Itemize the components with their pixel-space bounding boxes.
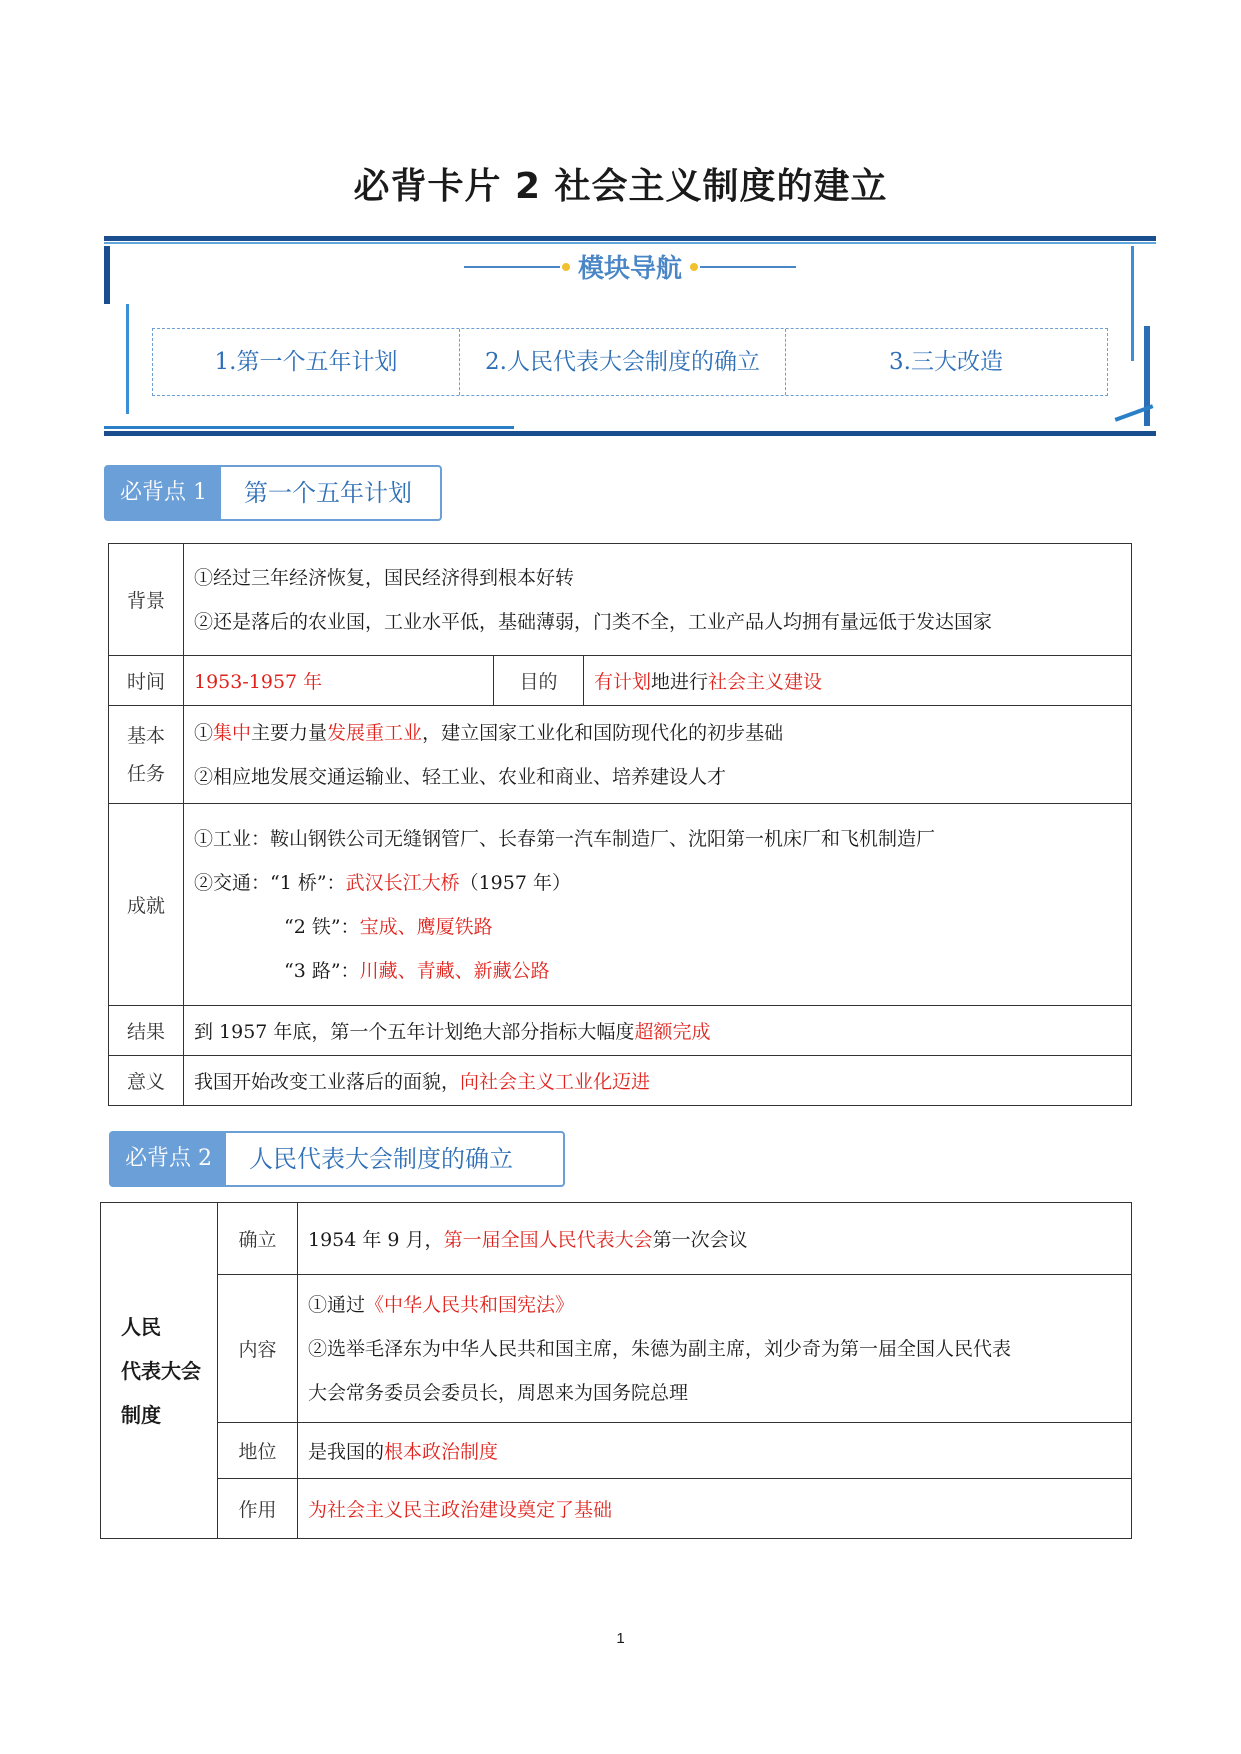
text-line: 大会常务委员会委员长，周恩来为国务院总理	[308, 1381, 689, 1404]
text: ①	[194, 721, 214, 744]
row-value: 为社会主义民主政治建设奠定了基础	[298, 1479, 1132, 1539]
row-key: 意义	[109, 1056, 184, 1106]
text: 到 1957 年底，第一个五年计划绝大部分指标大幅度	[194, 1021, 635, 1043]
nav-item-three-transformations[interactable]: 3.三大改造	[785, 329, 1106, 395]
row-key: 背景	[109, 544, 184, 656]
text-line: ①工业：鞍山钢铁公司无缝钢管厂、长春第一汽车制造厂、沈阳第一机床厂和飞机制造厂	[194, 827, 936, 850]
frame-border	[104, 242, 1156, 244]
table-row	[101, 1203, 1132, 1275]
nav-header: 模块导航	[577, 254, 682, 284]
text-line	[194, 905, 1121, 949]
table-row	[109, 544, 1132, 656]
section-tab-2	[109, 1131, 565, 1187]
text-line	[194, 711, 1121, 755]
highlight-text: 发展重工业	[327, 721, 423, 744]
text: 是我国的	[308, 1441, 385, 1463]
npc-system-table	[100, 1202, 1132, 1539]
text: 主要力量	[251, 721, 328, 744]
highlight-text: 川藏、青藏、新藏公路	[359, 959, 550, 982]
highlight-text: 宝成、鹰厦铁路	[359, 915, 493, 938]
text: 1954 年 9 月，	[308, 1229, 444, 1251]
table-row	[109, 804, 1132, 1006]
group-line: 制度	[121, 1402, 161, 1427]
nav-item-five-year-plan[interactable]: 1.第一个五年计划	[214, 349, 398, 375]
text-line	[308, 1283, 1121, 1327]
table-row	[101, 1423, 1132, 1479]
row-key: 结果	[109, 1006, 184, 1056]
section-tab-1	[104, 465, 442, 521]
group-cell	[101, 1203, 218, 1539]
key-line: 任务	[126, 762, 165, 785]
row-key	[109, 706, 184, 804]
row-key: 内容	[218, 1275, 298, 1423]
text: “2 铁”：	[284, 915, 360, 938]
highlight-text: 有计划	[594, 671, 652, 693]
row-value	[298, 1203, 1132, 1275]
five-year-plan-table	[108, 543, 1132, 1106]
frame-border	[104, 426, 514, 429]
text-line: ②选举毛泽东为中华人民共和国主席，朱德为副主席，刘少奇为第一届全国人民代表	[308, 1337, 1012, 1360]
table-row	[101, 1479, 1132, 1539]
row-key: 地位	[218, 1423, 298, 1479]
text: 第一次会议	[652, 1229, 748, 1251]
text: ②交通：“1 桥”：	[194, 871, 346, 894]
row-key: 作用	[218, 1479, 298, 1539]
table-row	[109, 656, 1132, 706]
highlight-text: 《中华人民共和国宪法》	[365, 1293, 575, 1316]
highlight-text: 根本政治制度	[384, 1441, 499, 1463]
text: 我国开始改变工业落后的面貌，	[194, 1071, 461, 1093]
highlight-text: 集中	[213, 721, 252, 744]
module-navigation	[104, 236, 1156, 436]
row-key: 目的	[494, 656, 584, 706]
row-key: 成就	[109, 804, 184, 1006]
text-line	[194, 861, 1121, 905]
row-value	[184, 1056, 1132, 1106]
text: ①通过	[308, 1293, 366, 1316]
text-line: ②相应地发展交通运输业、轻工业、农业和商业、培养建设人才	[194, 765, 727, 788]
row-value	[298, 1423, 1132, 1479]
table-row	[109, 1056, 1132, 1106]
text-line: ②还是落后的农业国，工业水平低，基础薄弱，门类不全，工业产品人均拥有量远低于发达国家	[194, 610, 993, 633]
group-line: 人民	[121, 1314, 161, 1339]
text: ，建立国家工业化和国防现代化的初步基础	[422, 721, 784, 744]
text: （1957 年）	[459, 871, 571, 894]
highlight-text: 超额完成	[634, 1021, 711, 1043]
section-label: 必背点 1	[106, 467, 221, 519]
frame-corner	[126, 304, 129, 414]
section-label: 必背点 2	[111, 1133, 226, 1185]
row-value	[184, 1006, 1132, 1056]
section-title: 人民代表大会制度的确立	[249, 1145, 513, 1173]
row-value	[298, 1275, 1132, 1423]
highlight-text: 第一届全国人民代表大会	[443, 1229, 653, 1251]
highlight-text: 社会主义建设	[708, 671, 823, 693]
row-value	[184, 804, 1132, 1006]
dot-icon	[690, 263, 698, 271]
page-number: 1	[616, 1630, 625, 1647]
nav-list	[152, 328, 1108, 396]
header-rule	[700, 266, 796, 268]
text: 地进行	[651, 671, 709, 693]
group-line: 代表大会	[121, 1358, 201, 1383]
section-title: 第一个五年计划	[244, 479, 412, 507]
key-line: 基本	[126, 724, 165, 747]
text-line: ①经过三年经济恢复，国民经济得到根本好转	[194, 566, 575, 589]
highlight-text: 向社会主义工业化迈进	[460, 1071, 651, 1093]
purpose-value	[584, 656, 1132, 706]
table-row	[101, 1275, 1132, 1423]
highlight-text: 武汉长江大桥	[345, 871, 460, 894]
frame-border	[104, 236, 1156, 241]
page-title: 必背卡片 2 社会主义制度的建立	[353, 166, 888, 207]
text-line	[194, 949, 1121, 993]
text: “3 路”：	[284, 959, 360, 982]
table-row	[109, 1006, 1132, 1056]
nav-item-npc-system[interactable]: 2.人民代表大会制度的确立	[459, 329, 785, 395]
row-key: 时间	[109, 656, 184, 706]
row-value	[184, 706, 1132, 804]
frame-border	[104, 431, 1156, 436]
table-row	[109, 706, 1132, 804]
row-value	[184, 544, 1132, 656]
time-value: 1953-1957 年	[184, 656, 494, 706]
row-key: 确立	[218, 1203, 298, 1275]
